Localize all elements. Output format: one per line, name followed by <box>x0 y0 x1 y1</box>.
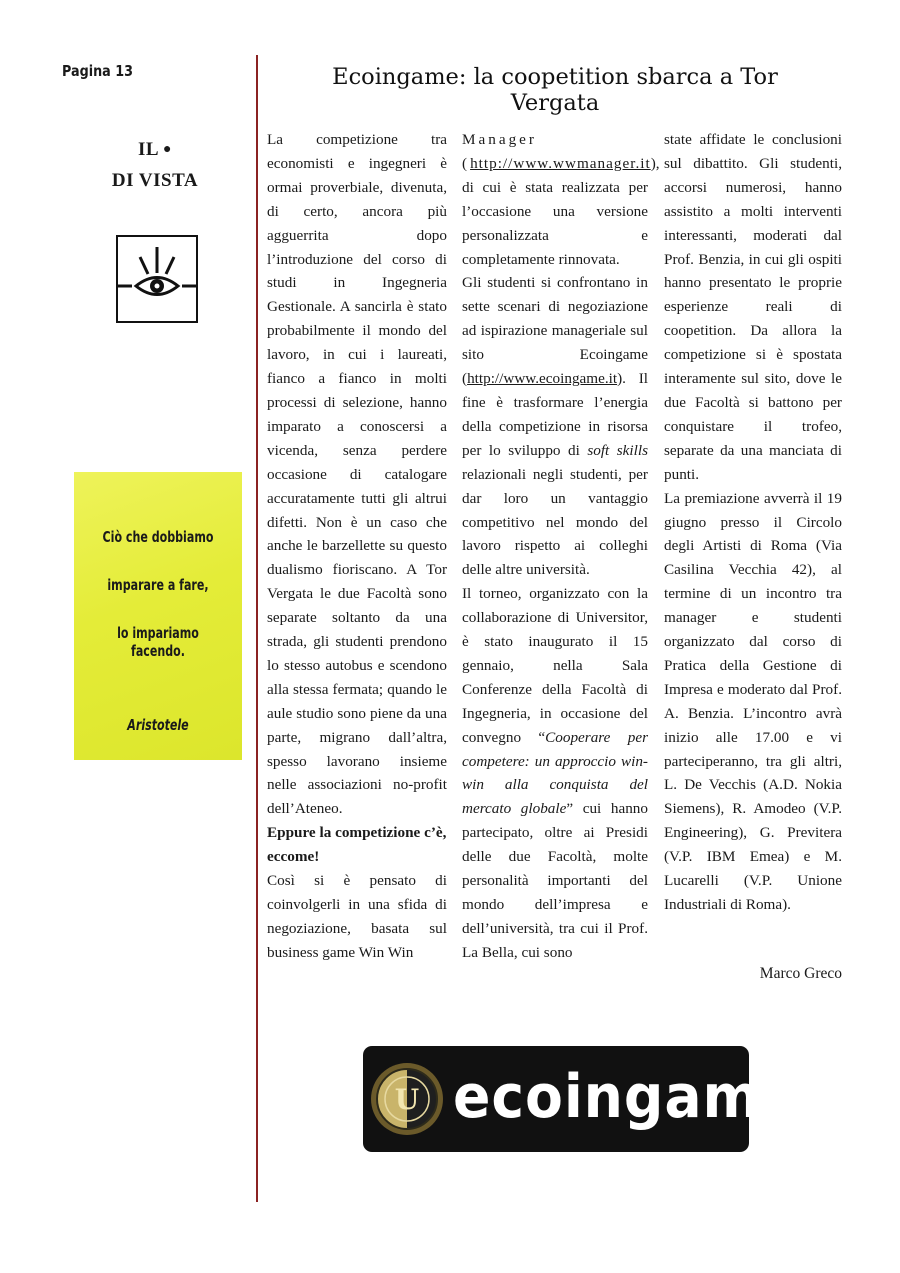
emblem-letter: U <box>394 1083 420 1116</box>
page-number: Pagina 13 <box>62 62 133 80</box>
bullet-icon: ● <box>163 142 173 157</box>
paragraph: state affidate le conclusioni sul dibattito. Gli studenti, accorsi numerosi, hanno assistito a molti interventi interessanti, moderati dal Prof. Benzia, in cui gli ospiti hanno presentato le proprie esperienze reali di coopetition. Da allora la competizione si è spostata interamente sul sito, dove le due Facoltà si battono per conquistare il trofeo, separate da una manciata di punti. <box>664 131 842 483</box>
quote-line: lo impariamo facendo. <box>117 624 199 660</box>
ecoingame-logo <box>363 1046 800 1152</box>
article-column-2 <box>462 128 660 965</box>
quote-box <box>74 472 242 760</box>
section-label-line1: IL ● <box>137 139 173 160</box>
quote-author: Aristotele <box>127 716 189 734</box>
paragraph: La competizione tra economisti e ingegneri è ormai proverbiale, divenuta, di certo, ancora più agguerrita dopo l’introduzione del corso di studi in Ingegneria Gestionale. A sancirla è stato probabilmente il mondo del lavoro, in cui i laureati, fianco a fianco in molti processi di selezione, hanno imparato a conoscersi a vicenda, senza perdere occasione di catalogare accuratamente tutti gli altrui difetti. Non è un caso che anche le barzellette su questo dualismo fioriscano. A Tor Vergata le due Facoltà sono separate soltanto da una strada, gli studenti prendono lo stesso autobus e scendono alla stessa fermata; quando le aule studio sono piene da una parte, migrano dall’altra, spesso lavorano insieme nelle associazioni no-profit dell’Ateneo. <box>267 131 447 818</box>
paragraph: Manager (http://www.wwmanager.it), di cui è stata realizzata per l’occasione una versione personalizzata e completamente rinnovata. <box>462 131 660 268</box>
section-label-line2: DI VISTA <box>111 170 199 191</box>
section-label <box>80 134 230 196</box>
article-column-3 <box>664 128 842 917</box>
wwmanager-link[interactable]: http://www.wwmanager.it <box>470 154 651 172</box>
quote-line: imparare a fare, <box>107 576 209 594</box>
paragraph: Il torneo, organizzato con la collaborazione di Universitor, è stato inaugurato il 15 gennaio, nella Sala Conferenze della Facoltà di Ingegneria, in occasione del convegno “Cooperare per competere: un approccio win-win alla conquista del mercato globale” cui hanno partecipato, oltre ai Presidi delle due Facoltà, molte personalità importanti del mondo dell’impresa e dell’università, tra cui il Prof. La Bella, cui sono <box>462 585 648 961</box>
article-title: Ecoingame: la coopetition sbarca a Tor Vergata <box>332 64 778 116</box>
emblem-icon <box>367 1059 447 1139</box>
paragraph: Gli studenti si confrontano in sette scenari di negoziazione ad ispirazione manageriale sul sito Ecoingame (http://www.ecoingame.it). Il fine è trasformare l’energia della competizione in risorsa per lo sviluppo di soft skills relazionali negli studenti, per dar loro un vantaggio competitivo nel mondo del lavoro rispetto ai colleghi delle altre università. <box>462 274 648 579</box>
logo-text: ecoingame <box>453 1062 800 1132</box>
column-divider <box>256 55 258 1202</box>
author-signature: Marco Greco <box>759 965 842 982</box>
eye-icon <box>116 235 198 323</box>
quote-line: Ciò che dobbiamo <box>102 528 214 546</box>
paragraph: La premiazione avverrà il 19 giugno presso il Circolo degli Artisti di Roma (Via Casilina Vecchia 42), al termine di un incontro tra manager e studenti organizzato dal corso di Pratica della Gestione di Impresa e moderato dal Prof. A. Benzia. L’incontro avrà inizio alle 17.00 e vi parteciperanno, tra gli altri, L. De Vecchis (A.D. Nokia Siemens), R. Amodeo (V.P. Engineering), G. Previtera (V.P. IBM Emea) e M. Lucarelli (V.P. Unione Industriali di Roma). <box>664 489 842 913</box>
ecoingame-link[interactable]: http://www.ecoingame.it <box>467 370 618 388</box>
paragraph: Così si è pensato di coinvolgerli in una sfida di negoziazione, basata sul business game Win Win <box>267 872 447 961</box>
subheading: Eppure la competizione c’è, eccome! <box>267 824 447 866</box>
article-column-1 <box>267 128 447 965</box>
